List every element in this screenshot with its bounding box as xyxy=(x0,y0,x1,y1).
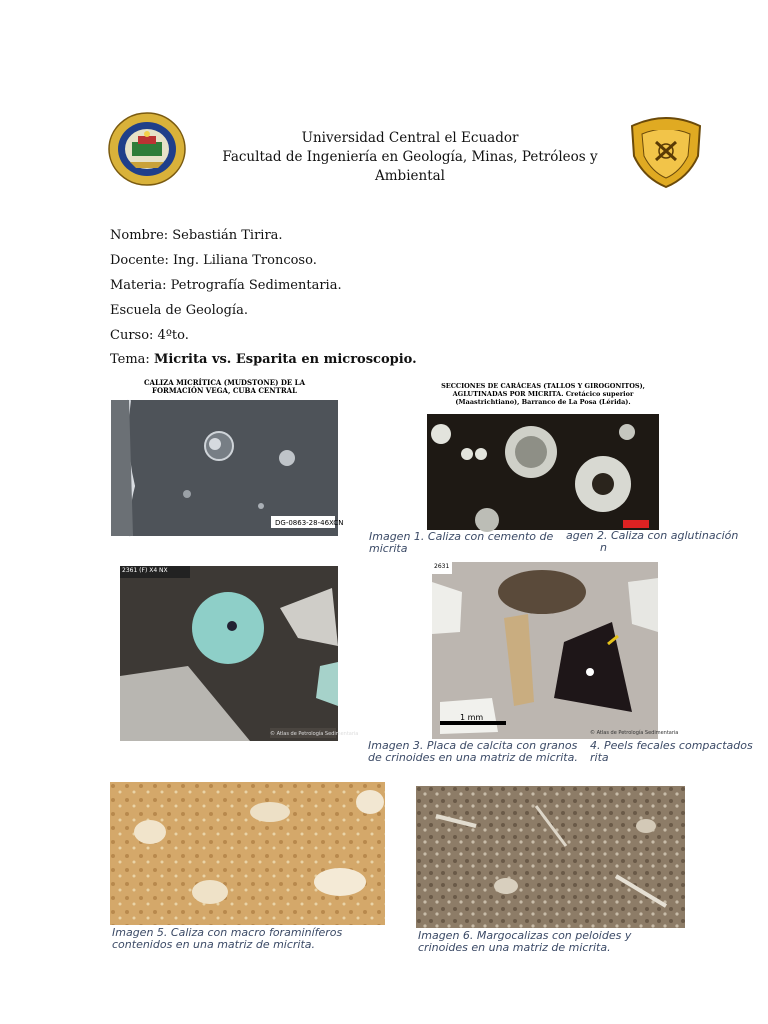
caption-image-2: agen 2. Caliza con aglutinación xyxy=(566,529,739,542)
caption-image-1: Imagen 1. Caliza con cemento de xyxy=(369,530,554,543)
image-4-scale: 1 mm xyxy=(460,713,484,722)
image-1-micrite-limestone xyxy=(111,376,338,536)
image-5-macro-foraminifera xyxy=(110,782,385,925)
student-name: Nombre: Sebastián Tirira. xyxy=(110,228,283,243)
subject-name: Materia: Petrografía Sedimentaria. xyxy=(110,278,342,293)
caption-image-4-b: rita xyxy=(590,751,609,764)
caption-image-6: Imagen 6. Margocalizas con peloides y crinoides en una matriz de micrita. xyxy=(418,929,632,954)
image-1-title: CALIZA MICRÍTICA (MUDSTONE) DE LA FORMACIÓN VEGA, CUBA CENTRAL xyxy=(143,378,306,395)
caption-image-3: Imagen 3. Placa de calcita con granos de crinoides en una matriz de micrita. xyxy=(368,739,578,764)
image-3-code: 2361 (F) X4 NX xyxy=(122,567,168,574)
university-name: Universidad Central el Ecuador xyxy=(301,130,519,146)
image-3-calcite-plate xyxy=(120,566,338,741)
school-name: Escuela de Geología. xyxy=(110,303,248,318)
image-3-credit: © Atlas de Petrología Sedimentaria xyxy=(270,731,359,737)
caption-image-2-cut: n xyxy=(600,541,607,554)
faculty-name: Facultad de Ingeniería en Geología, Minas, Petróleos y Ambiental xyxy=(222,149,598,184)
caption-image-5: Imagen 5. Caliza con macro foraminíferos contenidos en una matriz de micrita. xyxy=(112,926,343,951)
teacher-name: Docente: Ing. Liliana Troncoso. xyxy=(110,253,317,268)
image-4-credit: © Atlas de Petrología Sedimentaria xyxy=(590,730,679,736)
university-seal-logo xyxy=(108,112,186,186)
engineering-shield-logo xyxy=(628,116,704,188)
course-level: Curso: 4ºto. xyxy=(110,328,189,343)
image-1-code: DG-0863-28-46XCN xyxy=(275,519,344,527)
topic-label: Tema: xyxy=(110,352,154,367)
topic-value: Micrita vs. Esparita en microscopio. xyxy=(153,352,417,367)
topic-line xyxy=(110,352,417,368)
image-4-code: 2631 xyxy=(434,563,450,570)
image-6-marly-limestone xyxy=(416,786,685,928)
image-2-title: SECCIONES DE CARÁCEAS (TALLOS Y GIROGONITOS), AGLUTINADAS POR MICRITA. Cretácico superior (Maastrichtiano), Barranco de La Posa (Lérida). xyxy=(441,382,645,406)
caption-image-4: 4. Peels fecales compactados xyxy=(590,739,753,752)
caption-image-1-cut: micrita xyxy=(369,542,408,555)
